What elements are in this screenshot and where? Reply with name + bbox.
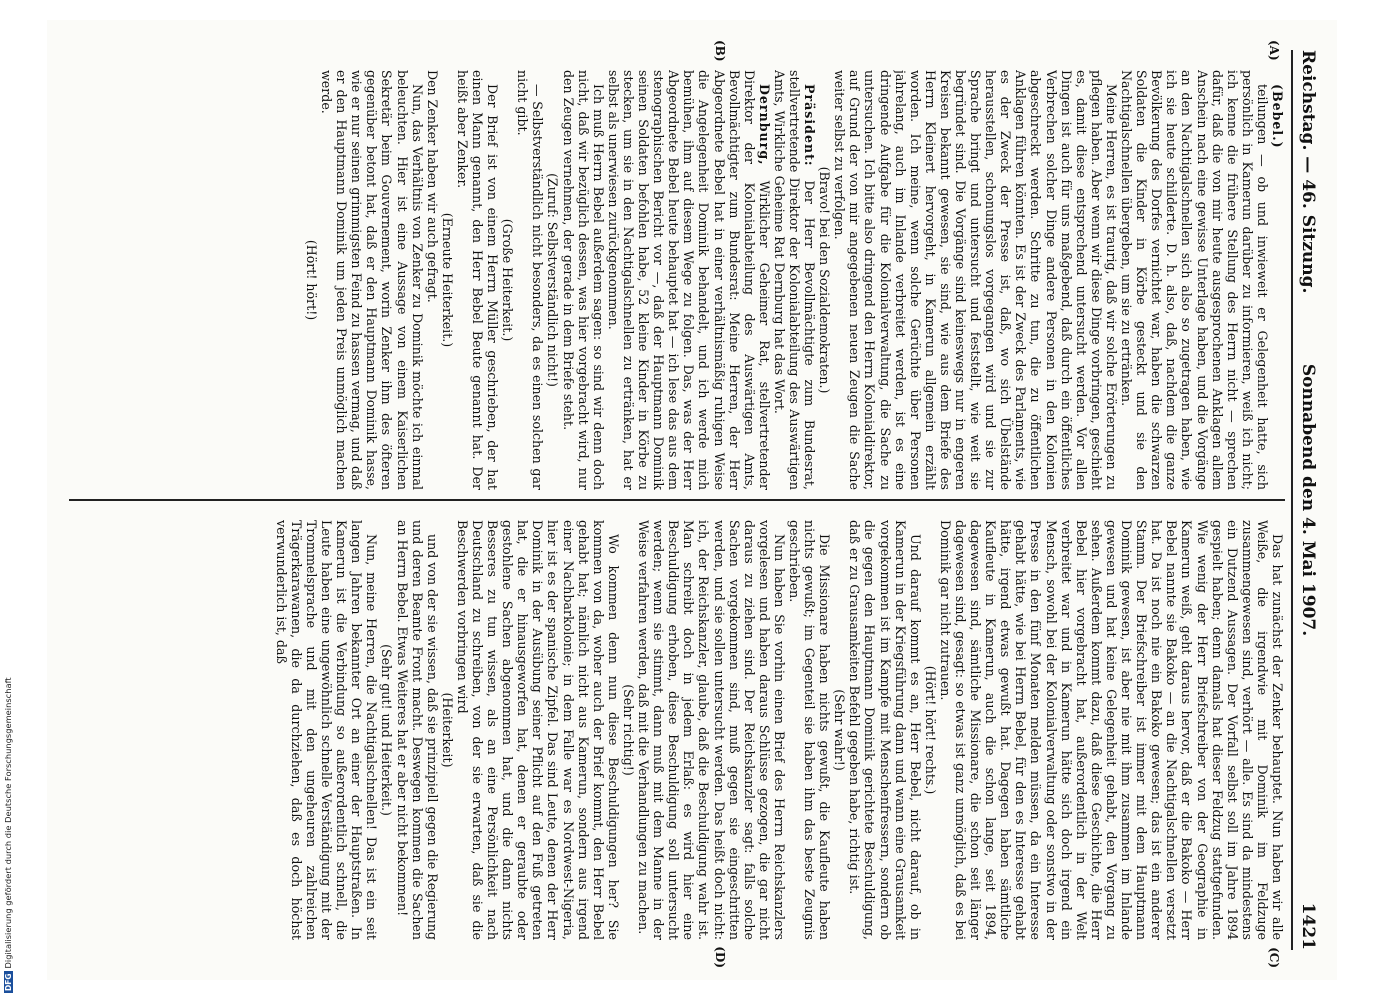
paragraph-text: Die Missionare haben nichts gewußt, die Kaufleute haben nichts gewußt; im Gegenteil sie haben ihm das beste Zeugnis geschrieben. xyxy=(786,520,832,940)
page-header xyxy=(1291,50,1323,950)
interjection: (Heiterkeit) xyxy=(439,692,455,768)
margin-marker-d: (D) xyxy=(712,946,727,968)
interjection: (Zuruf: Selbstverständlich nicht!) xyxy=(545,173,560,387)
speaker-name: Dernburg, xyxy=(756,84,772,166)
header-session: Reichstag. — 46. Sitzung. xyxy=(1297,50,1318,294)
left-text-column xyxy=(69,70,1285,490)
paragraph xyxy=(560,70,605,490)
paragraph xyxy=(394,520,439,940)
interjection: (Sehr gut! und Heiterkeit.) xyxy=(378,644,394,816)
interjection: (Sehr wahr!) xyxy=(831,689,847,771)
paragraph xyxy=(786,520,831,940)
right-text-column xyxy=(69,520,1285,940)
interjection: (Hört! hört! rechts.) xyxy=(922,665,938,795)
paragraph-text: Wirklicher Geheimer Rat, stellvertretender Direktor der Kolonialabteilung des Auswärtigen Amts, Bevollmächtigter zum Bundesrat: Meine Herren, der Herr Abgeordnete Bebel hat in einer verhältnismäßig ruhigen Weise die Angelegenheit Dominik behandelt, und ich werde mich bemühen, ihm auf diesem Wege zu folgen. Das, was der Herr Abgeordnete Bebel heute behauptet hat — ich lese das aus dem stenographischen Bericht vor —, daß der Hauptmann Dominik seinen Soldaten befohlen habe, 52 kleine Kinder in Körbe zu stecken, um sie in den Nachtigalschnellen zu ertränken, hat er selbst als unerwiesen zurückgenommen. xyxy=(605,70,772,490)
paragraph-text: teilungen — ob und inwieweit er Gelegenheit hatte, sich persönlich in Kamerun darüber zu informieren, weiß ich nicht; ich kenne die frühere Stellung des Herrn nicht — sprechen dafür, daß die von mir heute ausgesprochenen Anklagen allem Anschein nach eine gewisse Unterlage haben, und die Vorgänge an den Nachtigalschnellen sich also so zugetragen haben, wie ich sie heute schilderte. D. h. also, daß, nachdem die ganze Bevölkerung des Dorfes vernichtet war, haben die schwarzen Soldaten die Kinder in Körbe gesteckt und sie den Nachtigalschnellen übergeben, um sie zu ertränken. xyxy=(1118,70,1270,490)
paragraph-text: Der Herr Bevollmächtigte zum Bundesrat, stellvertretende Direktor der Kolonialabteilung des Auswärtigen Amts, Wirkliche Geheime Rat Dernburg hat das Wort. xyxy=(771,70,817,490)
paragraph xyxy=(847,520,922,940)
paragraph xyxy=(515,70,545,490)
paragraph-text: Ich muß Herrn Bebel außerdem sagen: so sind wir denn doch nicht, daß wir bezüglich dessen, was hier vorgebracht wird, nur den Zeugen vernehmen, der gerade in dem Briefe steht. xyxy=(560,70,606,490)
scanned-page xyxy=(47,20,1337,980)
paragraph-text: Das hat zunächst der Zenker behauptet. Nun haben wir alle Weiße, die irgendwie mit Dominik im Feldzuge zusammengewesen sind, verhört — alle. Es sind da mindestens ein Dutzend Aussagen. Der Vorfall selbst soll im Jahre 1894 gespielt haben; denn damals hat dieser Feldzug stattgefunden. Wie wenig der Herr Briefschreiber von der Geographie in Kamerun weiß, geht daraus hervor, daß er die Bakoko — Herr Bebel nannte sie Bakoko — an die Nachtigalschnellen versetzt hat. Da ist noch nie ein Bakoko gewesen; das ist ein anderer Stamm. Der Briefschreiber ist immer mit dem Hauptmann Dominik gewesen, ist aber nie mit ihm zusammen im Inlande gewesen und hat keine Gelegenheit gehabt, den Vorgang zu sehen. Außerdem kommt dazu, daß diese Geschichte, die Herr Bebel hier vorgebracht hat, außerordentlich in der Welt verbreitet war und in Kamerun hätte sich doch irgend ein Mensch, sowohl bei der Kolonialverwaltung oder sonstwo in der Presse in den fünf Monaten melden müssen, da ein Interesse gehabt hätte, wie bei Herrn Bebel, für den es Interesse gehabt hätte, irgend etwas gewußt hat. Dagegen haben sämtliche Kaufleute in Kamerun, auch die schon lange, seit 1894, dagewesen sind, sämtliche Missionare, die schon seit länger dagewesen sind, gesagt: so etwas ist ganz unmöglich, daß es bei Dominik gar nicht zutrauen. xyxy=(937,520,1285,940)
margin-marker-a: (A) xyxy=(1266,40,1281,61)
paragraph xyxy=(605,70,771,490)
paragraph xyxy=(454,520,620,940)
paragraph xyxy=(454,70,499,490)
paragraph xyxy=(937,520,1284,940)
paragraph-text: Nun haben Sie vorhin einen Brief des Herrn Reichskanzlers vorgelesen und haben daraus Schlüsse gezogen, die gar nicht daraus zu ziehen sind. Der Reichskanzler sagt: falls solche Sachen vorgekommen sind, muß gegen sie eingeschritten werden, und sie sollen untersucht werden. Das heißt doch nicht: ich, der Reichskanzler, glaube, daß die Beschuldigung wahr ist. Man schreibt doch in jedem Erlaß: es wird hier eine Beschuldigung erhoben, diese Beschuldigung soll untersucht werden; wenn sie stimmt, dann muß mit dem Manne in der Weise verfahren werden, daß mit die Verhandlungen zu machen. xyxy=(635,520,787,940)
interjection: (Große Heiterkeit.) xyxy=(499,218,515,342)
paragraph-text: Nun, meine Herren, die Nachtigalschnellen! Das ist ein seit langen Jahren bekannter Ort an einer der Hauptstraßen. In Kamerun ist die Verbindung so außerordentlich schnell, die Leute haben eine ungewöhnlich schnelle Verständigung mit der Trommelsprache und mit den ungeheuren zahlreichen Trägerkarawanen, die da durchziehen, daß es doch höchst verwunderlich ist, daß xyxy=(273,520,379,940)
speaker-name: Präsident: xyxy=(801,84,817,167)
paragraph xyxy=(832,70,1119,490)
paragraph xyxy=(1118,70,1269,490)
speaker-name: (Bebel.) xyxy=(1269,84,1285,149)
paragraph-text: Wo kommen denn nun diese Beschuldigungen her? Sie kommen von da, woher auch der Brief kommt, den Herr Bebel gehabt hat; nämlich nicht aus Kamerun, sondern aus irgend einer Nachbarkolonie; in dem Falle war es Nordwest-Nigeria, hier ist es der spanische Zipfel. Das sind Leute, denen der Herr Dominik in der Ausübung seiner Pflicht auf den Fuß getreten hat, die er hinausgeworfen hat, denen er geraubte oder gestohlene Sachen abgenommen hat, und die dann nichts Besseres zu tun wissen, als an eine Persönlichkeit nach Deutschland zu schreiben, von der sie erwarten, daß sie die Beschwerden vorbringen wird xyxy=(454,520,621,940)
paragraph-text: — Selbstverständlich nicht besonders, da es einen solchen gar nicht gibt. xyxy=(514,70,545,490)
paragraph xyxy=(1269,70,1284,490)
interjection: (Sehr richtig!) xyxy=(620,684,636,776)
paragraph-text: Und darauf kommt es an, Herr Bebel, nicht darauf, ob in Kamerun in der Kriegsführung dann und wann eine Grausamkeit vorgekommen ist im Kampfe mit Menschenfressern, sondern ob die gegen den Hauptmann Dominik gerichtete Beschuldigung, daß er zu Grausamkeiten Befehl gegeben habe, richtig ist. xyxy=(846,520,923,940)
margin-marker-c: (C) xyxy=(1266,947,1281,968)
digitization-notice-text: Digitalisierung gefördert durch die Deutsche Forschungsgemeinschaft xyxy=(2,677,13,969)
paragraph xyxy=(319,70,425,490)
dfg-logo-icon: DFG xyxy=(3,973,13,991)
paragraph xyxy=(273,520,379,940)
interjection: (Hört! hört!) xyxy=(303,239,319,321)
paragraph-text: Nun, das Verhältnis von Zenker zu Dominik möchte ich einmal beleuchten. Hier ist eine Aussage von einem Kaiserlichen Sekretär beim Gouvernement, worin Zenker ihm des öfteren gegenüber betont hat, daß er den Hauptmann Dominik hasse, wie er nur seinen grimmigsten Feind zu hassen vermag, und daß er den Hauptmann Dominik um jeden Preis unmöglich machen werde. xyxy=(318,70,425,490)
paragraph: Den Zenker haben wir auch gefragt. xyxy=(424,70,440,303)
paragraph-text: und von der sie wissen, daß sie prinzipiell gegen die Regierung und deren Beamte Front macht. Deswegen kommen die Sachen an Herrn Bebel. Etwas Weiteres hat er aber nicht bekommen! xyxy=(394,520,440,940)
interjection: (Erneute Heiterkeit.) xyxy=(439,212,455,348)
paragraph xyxy=(635,520,786,940)
digitization-notice xyxy=(2,606,13,994)
column-divider xyxy=(69,499,1285,501)
paragraph xyxy=(771,70,816,490)
paragraph-text: Der Brief ist von einem Herrn Müller geschrieben, der hat einen Mann genannt, den Herr Bebel Beute genannt hat. Der heißt aber Zenker. xyxy=(454,70,500,490)
paragraph-text: Meine Herren, es ist traurig, daß wir solche Erörterungen zu pflegen haben. Aber wenn wir diese Dinge vorbringen, geschieht es, damit diese entsprechend untersucht werden. Vor allen Dingen ist auch für uns maßgebend, daß durch ein öffentliches Verbrechen solcher Dinge andere Personen in den Kolonien abgeschreckt werden. Schritte zu tun, die zu öffentlichen Anklagen führen könnten. Es ist der Zweck des Parlaments, wie es der Zweck der Presse ist, daß, wo sich Übelstände herausstellen, schonungslos vorgegangen wird und sie zur Sprache bringt und untersucht und feststellt, wie weit sie begründet sind. Die Vorgänge sind keineswegs nur in engeren Kreisen bekannt gewesen, sie sind, wie aus dem Briefe des Herrn Kleinert hervorgeht, in Kamerun allgemein erzählt worden. Ich meine, wenn solche Gerüchte über Personen jahrelang, auch im Inlande verbreitet werden, ist es eine dringende Aufgabe für die Kolonialverwaltung, die Sache zu untersuchen. Ich bitte also dringend den Herrn Kolonialdirektor, auf Grund der von mir angegebenen neuen Zeugen die Sache weiter selbst zu verfolgen. xyxy=(831,70,1119,490)
header-date: Sonnabend den 4. Mai 1907. xyxy=(1297,363,1318,637)
margin-marker-b: (B) xyxy=(712,40,727,62)
interjection: (Bravo! bei den Sozialdemokraten.) xyxy=(816,166,832,394)
page-number: 1421 xyxy=(1297,902,1318,950)
